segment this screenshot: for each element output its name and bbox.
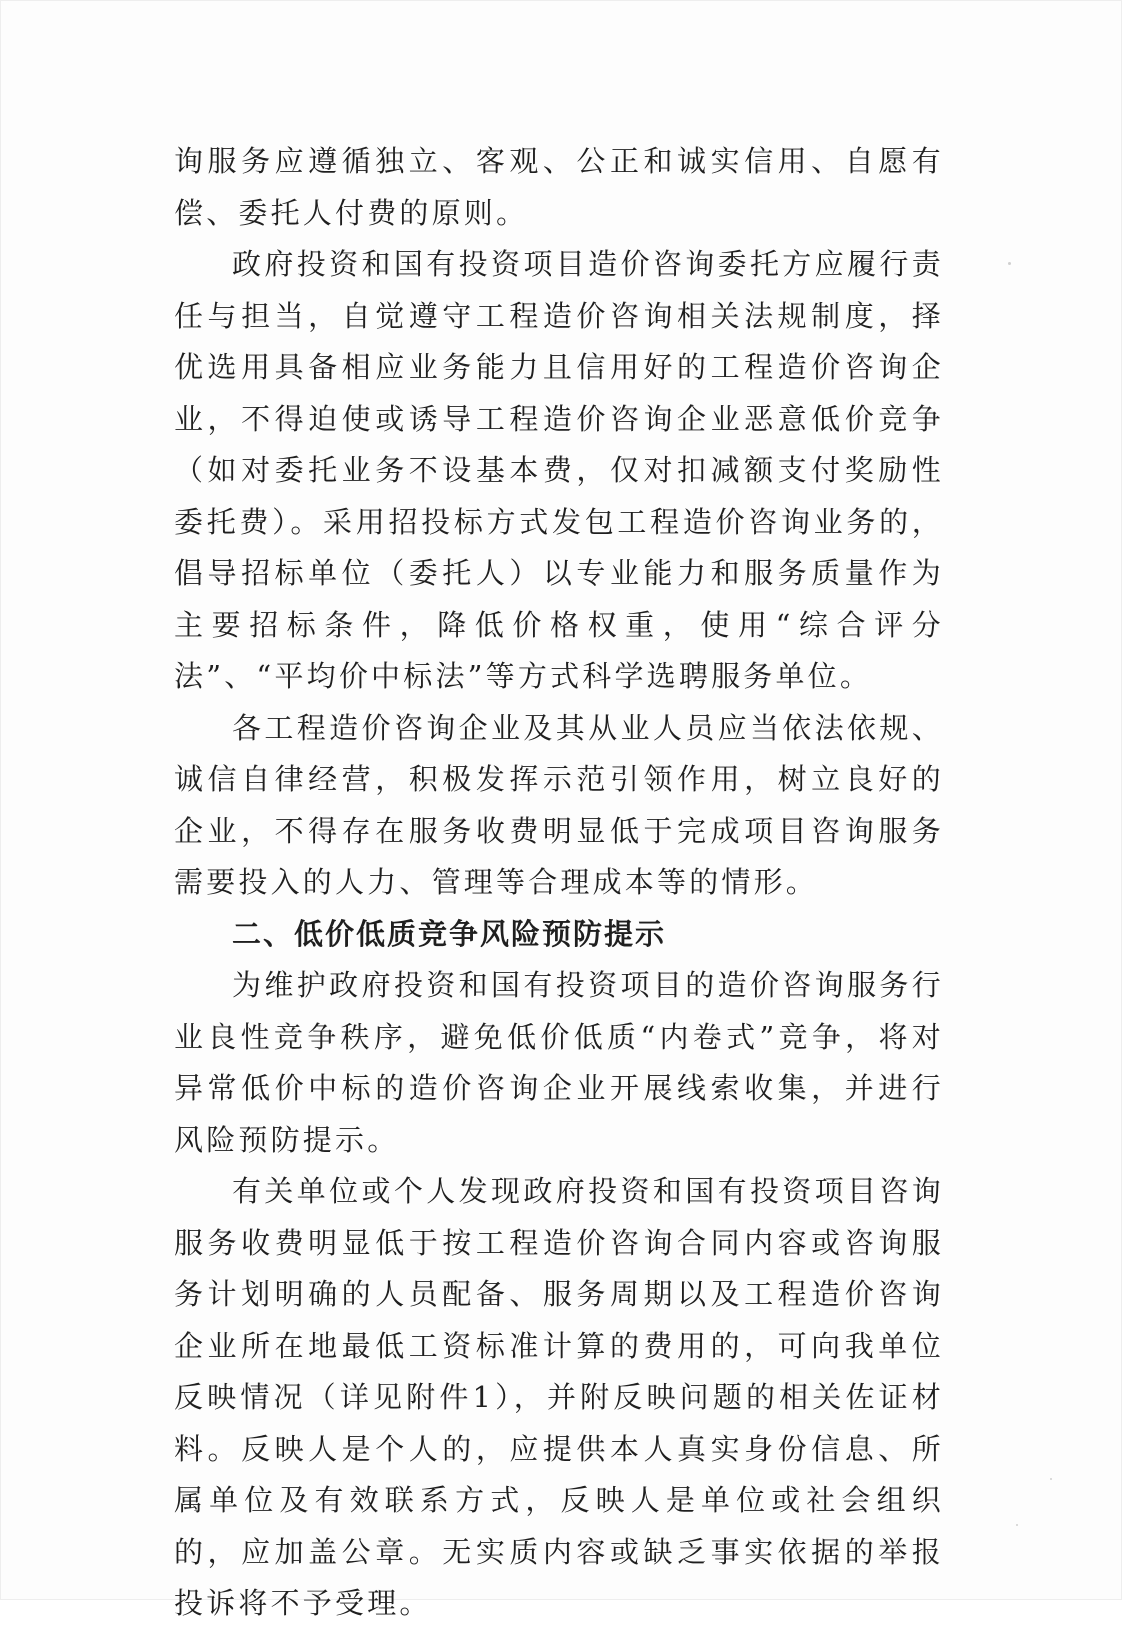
paragraph-client-duties: 政府投资和国有投资项目造价咨询委托方应履行责任与担当，自觉遵守工程造价咨询相关法规制度，择优选用具备相应业务能力且信用好的工程造价咨询企业，不得迫使或诱导工程造价咨询企业恶意低价竞争（如对委托业务不设基本费，仅对扣减额支付奖励性委托费）。采用招投标方式发包工程造价咨询业务的，倡导招标单位（委托人）以专业能力和服务质量作为主要招标条件，降低价格权重，使用“综合评分法”、“平均价中标法”等方式科学选聘服务单位。 bbox=[174, 247, 944, 693]
paragraph-continuation: 询服务应遵循独立、客观、公正和诚实信用、自愿有偿、委托人付费的原则。 bbox=[174, 144, 944, 230]
document-body bbox=[174, 136, 944, 1630]
paragraph-reporting: 有关单位或个人发现政府投资和国有投资项目咨询服务收费明显低于按工程造价咨询合同内容或咨询服务计划明确的人员配备、服务周期以及工程造价咨询企业所在地最低工资标准计算的费用的，可向我单位反映情况（详见附件1），并附反映问题的相关佐证材料。反映人是个人的，应提供本人真实身份信息、所属单位及有效联系方式，反映人是单位或社会组织的，应加盖公章。无实质内容或缺乏事实依据的举报投诉将不予受理。 bbox=[174, 1174, 944, 1620]
scan-speck bbox=[1050, 1478, 1052, 1480]
paragraph-risk-prevention: 为维护政府投资和国有投资项目的造价咨询服务行业良性竞争秩序，避免低价低质“内卷式”竞争，将对异常低价中标的造价咨询企业开展线索收集，并进行风险预防提示。 bbox=[174, 968, 944, 1157]
paragraph-enterprise-duties: 各工程造价咨询企业及其从业人员应当依法依规、诚信自律经营，积极发挥示范引领作用，树立良好的企业，不得存在服务收费明显低于完成项目咨询服务需要投入的人力、管理等合理成本等的情形。 bbox=[174, 710, 944, 899]
scan-speck bbox=[1016, 1524, 1018, 1526]
scan-speck bbox=[1008, 262, 1011, 265]
section-heading: 二、低价低质竞争风险预防提示 bbox=[232, 916, 667, 951]
